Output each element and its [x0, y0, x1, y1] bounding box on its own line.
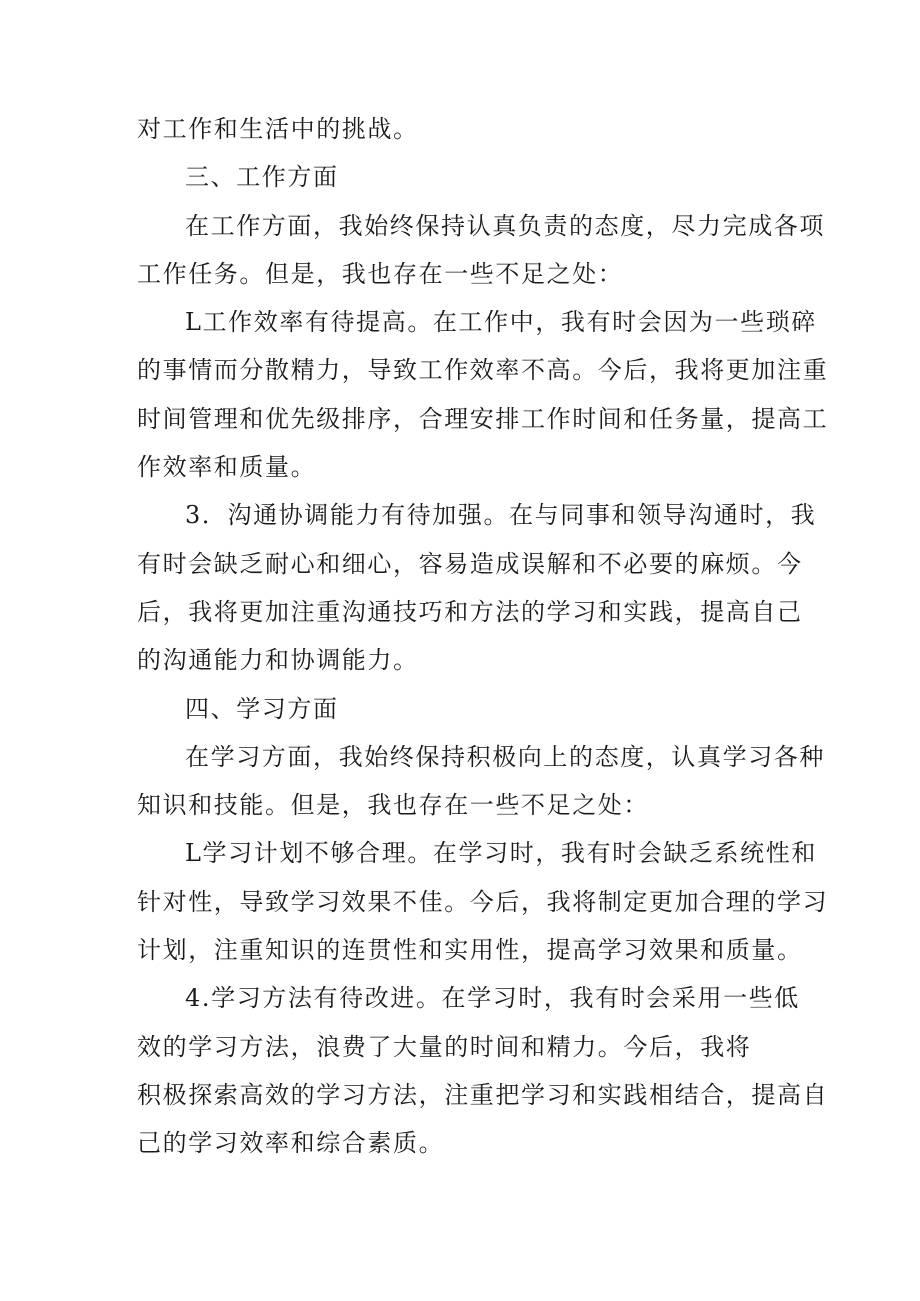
text-line: 的沟通能力和协调能力。 — [137, 646, 419, 675]
document-body — [137, 105, 829, 1168]
text-line: 针对性，导致学习效果不佳。今后，我将制定更加合理的学习 — [137, 887, 829, 916]
text-line: 时间管理和优先级排序，合理安排工作时间和任务量，提高工 — [137, 404, 829, 433]
section-heading-work: 三、工作方面 — [185, 163, 339, 192]
text-line: L学习计划不够合理。在学习时，我有时会缺乏系统性和 — [185, 839, 817, 868]
text-line: 3．沟通协调能力有待加强。在与同事和领导沟通时，我 — [185, 501, 817, 530]
text-line: 己的学习效率和综合素质。 — [137, 1129, 445, 1158]
text-line: 在工作方面，我始终保持认真负责的态度，尽力完成各项 — [185, 211, 825, 240]
text-line: L工作效率有待提高。在工作中，我有时会因为一些琐碎 — [185, 308, 817, 337]
text-line: 工作任务。但是，我也存在一些不足之处： — [137, 259, 624, 288]
text-line: 在学习方面，我始终保持积极向上的态度，认真学习各种 — [185, 742, 825, 771]
text-line: 后，我将更加注重沟通技巧和方法的学习和实践，提高自己 — [137, 597, 803, 626]
text-line: 有时会缺乏耐心和细心，容易造成误解和不必要的麻烦。今 — [137, 549, 803, 578]
text-line: 4.学习方法有待改进。在学习时，我有时会采用一些低 — [185, 984, 800, 1013]
text-line: 的事情而分散精力，导致工作效率不高。今后，我将更加注重 — [137, 356, 829, 385]
text-line: 作效率和质量。 — [137, 453, 317, 482]
text-line: 知识和技能。但是，我也存在一些不足之处： — [137, 791, 649, 820]
text-line: 对工作和生活中的挑战。 — [137, 115, 419, 143]
text-line: 效的学习方法，浪费了大量的时间和精力。今后，我将 — [137, 1032, 752, 1061]
text-line: 积极探索高效的学习方法，注重把学习和实践相结合，提高自 — [137, 1080, 829, 1109]
section-heading-study: 四、学习方面 — [185, 694, 339, 723]
text-line: 计划，注重知识的连贯性和实用性，提高学习效果和质量。 — [137, 936, 803, 965]
